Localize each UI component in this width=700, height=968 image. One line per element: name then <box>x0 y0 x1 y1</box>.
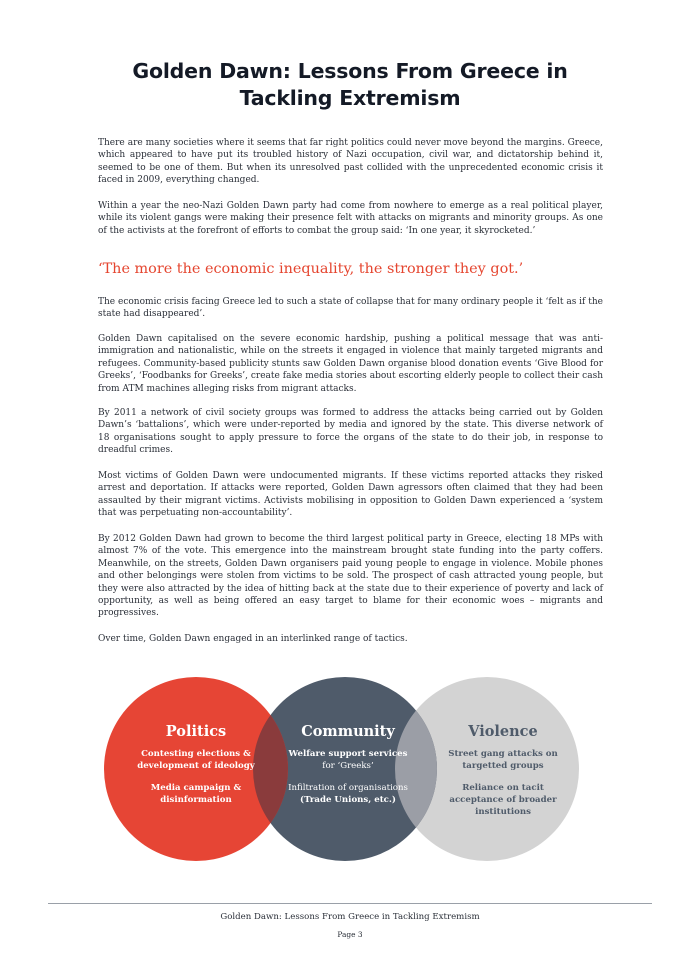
page-title <box>60 58 640 112</box>
paragraph-collapse: The economic crisis facing Greece led to such a state of collapse that for many ordinary people it ‘felt as if the state had disappeared’. <box>98 297 603 320</box>
politics-item-2-line-1: Media campaign & <box>150 783 242 793</box>
violence-item-1-line-2: targetted groups <box>462 761 544 771</box>
footer-title: Golden Dawn: Lessons From Greece in Tackling Extremism <box>220 912 480 922</box>
footer-divider <box>48 903 652 904</box>
violence-item-1-line-1: Street gang attacks on <box>448 749 558 759</box>
community-title: Community <box>301 723 395 740</box>
community-item-2-line-2: (Trade Unions, etc.) <box>300 795 396 805</box>
page-number: Page 3 <box>337 930 363 939</box>
paragraph-intro: There are many societies where it seems that far right politics could never move beyond the margins. Greece, which appeared to have put its troubled history of Nazi occupation, civil war, and dictatorship behind it, seemed to be one of them. But when its unresolved past collided with the unprecedented economic crisis it faced in 2009, everything changed. <box>98 138 603 186</box>
tactics-venn-diagram <box>0 660 700 880</box>
politics-item-1-line-1: Contesting elections & <box>141 749 251 759</box>
politics-item-1-line-2: development of ideology <box>137 761 255 771</box>
page-title-line-2: Tackling Extremism <box>239 86 461 110</box>
paragraph-victims: Most victims of Golden Dawn were undocumented migrants. If these victims reported attacks they risked arrest and deportation. If attacks were reported, Golden Dawn agressors often claimed that they had been assaulted by their migrant victims. Activists mobilising in opposition to Golden Dawn experienced a ‘system that was perpetuating non-accountability’. <box>98 471 603 519</box>
paragraph-rise: Within a year the neo-Nazi Golden Dawn party had come from nowhere to emerge as a real political player, while its violent gangs were making their presence felt with attacks on migrants and minority groups. As one of the activists at the forefront of efforts to combat the group said: ‘In one year, it skyrocketed.’ <box>98 201 603 236</box>
pull-quote: ‘The more the economic inequality, the stronger they got.’ <box>98 261 524 277</box>
community-item-2-line-1: Infiltration of organisations <box>288 783 408 793</box>
page-title-line-1: Golden Dawn: Lessons From Greece in <box>132 59 568 83</box>
paragraph-tactics: Over time, Golden Dawn engaged in an interlinked range of tactics. <box>98 634 408 644</box>
violence-item-2-line-3: institutions <box>475 807 531 817</box>
community-item-1-line-2: for ‘Greeks’ <box>322 761 374 771</box>
politics-item-2-line-2: disinformation <box>160 795 232 805</box>
politics-title: Politics <box>165 723 227 740</box>
paragraph-capitalised: Golden Dawn capitalised on the severe economic hardship, pushing a political message that was anti-immigration and nationalistic, while on the streets it engaged in violence that mainly targeted migrants and refugees. Community-based publicity stunts saw Golden Dawn organise blood donation events ‘Give Blood for Greeks’, ‘Foodbanks for Greeks’, create fake media stories about escorting elderly people to collect their cash from ATM machines alleging risks from migrant attacks. <box>98 334 603 394</box>
paragraph-network: By 2011 a network of civil society groups was formed to address the attacks being carried out by Golden Dawn’s ‘battalions’, which were under-reported by media and ignored by the state. This diverse network of 18 organisations sought to apply pressure to force the organs of the state to do their job, in response to dreadful crimes. <box>98 408 603 456</box>
paragraph-2012: By 2012 Golden Dawn had grown to become the third largest political party in Greece, electing 18 MPs with almost 7% of the vote. This emergence into the mainstream brought state funding into the party coffers. Meanwhile, on the streets, Golden Dawn organisers paid young people to engage in violence. Mobile phones and other belongings were stolen from victims to be sold. The prospect of cash attracted young people, but they were also attracted by the idea of hitting back at the state due to their experience of poverty and lack of opportunity, as well as being offered an easy target to blame for their economic woes – migrants and progressives. <box>98 534 603 619</box>
community-item-1-line-1: Welfare support services <box>288 749 408 759</box>
violence-title: Violence <box>468 723 538 740</box>
violence-item-2-line-1: Reliance on tacit <box>462 783 544 793</box>
violence-item-2-line-2: acceptance of broader <box>449 795 557 805</box>
